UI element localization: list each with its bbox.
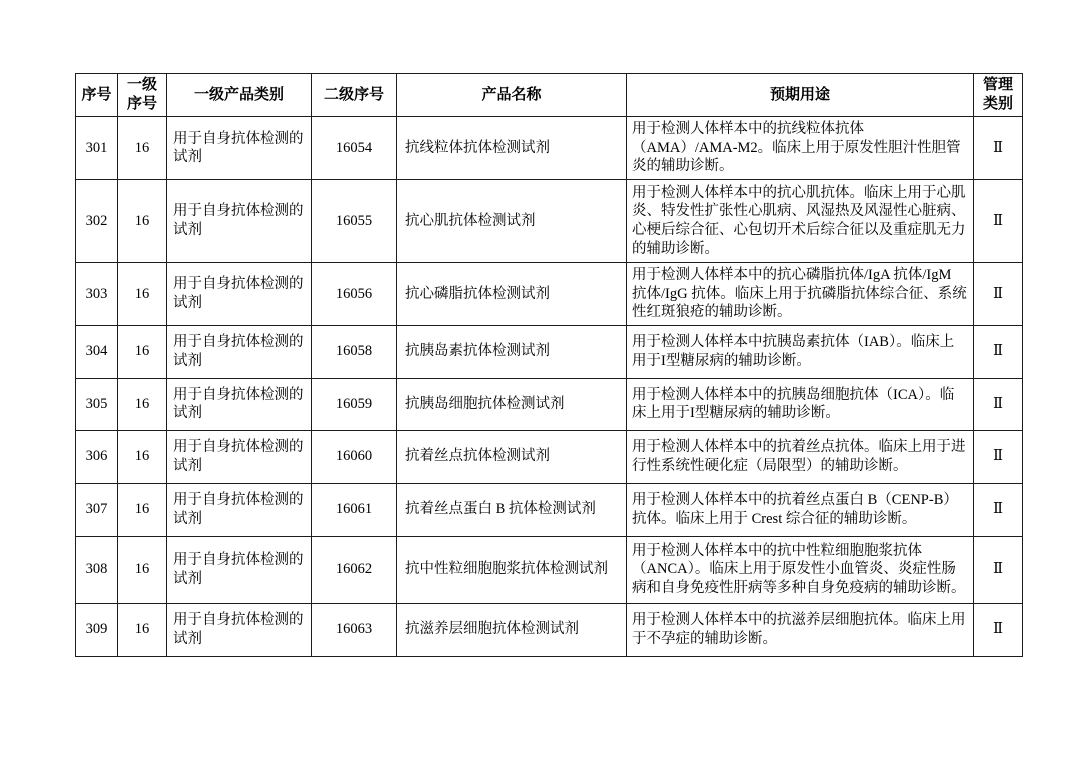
cell-level1-number: 16 [118, 603, 167, 656]
cell-product-name: 抗中性粒细胞胞浆抗体检测试剂 [397, 536, 627, 603]
table-row [76, 325, 1023, 378]
cell-level1-number: 16 [118, 263, 167, 326]
cell-level2-number: 16060 [312, 430, 397, 483]
table-row [76, 117, 1023, 180]
cell-level2-number: 16058 [312, 325, 397, 378]
table-header [76, 74, 1023, 117]
table-header-row [76, 74, 1023, 117]
cell-product-name: 抗着丝点蛋白 B 抗体检测试剂 [397, 483, 627, 536]
cell-management-category: Ⅱ [974, 263, 1023, 326]
header-intended-use: 预期用途 [627, 74, 974, 117]
cell-intended-use: 用于检测人体样本中的抗着丝点蛋白 B（CENP-B）抗体。临床上用于 Crest 综合征的辅助诊断。 [627, 483, 974, 536]
cell-level1-category: 用于自身抗体检测的试剂 [167, 263, 312, 326]
cell-serial-number: 303 [76, 263, 118, 326]
cell-serial-number: 304 [76, 325, 118, 378]
cell-serial-number: 306 [76, 430, 118, 483]
product-classification-table [75, 73, 1023, 657]
cell-product-name: 抗心磷脂抗体检测试剂 [397, 263, 627, 326]
cell-level1-category: 用于自身抗体检测的试剂 [167, 430, 312, 483]
cell-level1-category: 用于自身抗体检测的试剂 [167, 603, 312, 656]
header-product-name: 产品名称 [397, 74, 627, 117]
table-row [76, 483, 1023, 536]
cell-serial-number: 308 [76, 536, 118, 603]
cell-intended-use: 用于检测人体样本中的抗胰岛细胞抗体（ICA）。临床上用于I型糖尿病的辅助诊断。 [627, 378, 974, 430]
cell-intended-use: 用于检测人体样本中的抗心磷脂抗体/IgA 抗体/IgM 抗体/IgG 抗体。临床上用于抗磷脂抗体综合征、系统性红斑狼疮的辅助诊断。 [627, 263, 974, 326]
cell-product-name: 抗线粒体抗体检测试剂 [397, 117, 627, 180]
cell-serial-number: 307 [76, 483, 118, 536]
cell-management-category: Ⅱ [974, 603, 1023, 656]
cell-level1-number: 16 [118, 483, 167, 536]
cell-product-name: 抗胰岛细胞抗体检测试剂 [397, 378, 627, 430]
cell-intended-use: 用于检测人体样本中的抗中性粒细胞胞浆抗体（ANCA）。临床上用于原发性小血管炎、炎症性肠病和自身免疫性肝病等多种自身免疫病的辅助诊断。 [627, 536, 974, 603]
cell-level1-category: 用于自身抗体检测的试剂 [167, 325, 312, 378]
cell-intended-use: 用于检测人体样本中的抗心肌抗体。临床上用于心肌炎、特发性扩张性心肌病、风湿热及风湿性心脏病、心梗后综合征、心包切开术后综合征以及重症肌无力的辅助诊断。 [627, 180, 974, 263]
cell-level1-category: 用于自身抗体检测的试剂 [167, 117, 312, 180]
cell-management-category: Ⅱ [974, 536, 1023, 603]
cell-management-category: Ⅱ [974, 325, 1023, 378]
cell-level1-number: 16 [118, 117, 167, 180]
cell-management-category: Ⅱ [974, 117, 1023, 180]
cell-level1-number: 16 [118, 378, 167, 430]
cell-level1-number: 16 [118, 536, 167, 603]
cell-level2-number: 16062 [312, 536, 397, 603]
cell-intended-use: 用于检测人体样本中的抗着丝点抗体。临床上用于进行性系统性硬化症（局限型）的辅助诊断。 [627, 430, 974, 483]
table-row [76, 536, 1023, 603]
header-management-category: 管理类别 [974, 74, 1023, 117]
cell-product-name: 抗滋养层细胞抗体检测试剂 [397, 603, 627, 656]
cell-level1-category: 用于自身抗体检测的试剂 [167, 483, 312, 536]
cell-management-category: Ⅱ [974, 378, 1023, 430]
cell-serial-number: 301 [76, 117, 118, 180]
cell-serial-number: 302 [76, 180, 118, 263]
header-level1-category: 一级产品类别 [167, 74, 312, 117]
table-row [76, 603, 1023, 656]
cell-level1-category: 用于自身抗体检测的试剂 [167, 180, 312, 263]
cell-level1-number: 16 [118, 325, 167, 378]
cell-intended-use: 用于检测人体样本中的抗线粒体抗体（AMA）/AMA-M2。临床上用于原发性胆汁性胆管炎的辅助诊断。 [627, 117, 974, 180]
cell-product-name: 抗着丝点抗体检测试剂 [397, 430, 627, 483]
cell-management-category: Ⅱ [974, 180, 1023, 263]
cell-management-category: Ⅱ [974, 483, 1023, 536]
cell-level2-number: 16063 [312, 603, 397, 656]
cell-level1-number: 16 [118, 180, 167, 263]
cell-level2-number: 16056 [312, 263, 397, 326]
header-level1-number: 一级序号 [118, 74, 167, 117]
cell-serial-number: 309 [76, 603, 118, 656]
cell-level2-number: 16055 [312, 180, 397, 263]
cell-management-category: Ⅱ [974, 430, 1023, 483]
cell-level2-number: 16061 [312, 483, 397, 536]
cell-intended-use: 用于检测人体样本中抗胰岛素抗体（IAB）。临床上用于I型糖尿病的辅助诊断。 [627, 325, 974, 378]
cell-level1-category: 用于自身抗体检测的试剂 [167, 378, 312, 430]
cell-level1-category: 用于自身抗体检测的试剂 [167, 536, 312, 603]
header-level2-number: 二级序号 [312, 74, 397, 117]
table-row [76, 430, 1023, 483]
cell-level1-number: 16 [118, 430, 167, 483]
table-row [76, 263, 1023, 326]
table-row [76, 180, 1023, 263]
cell-level2-number: 16059 [312, 378, 397, 430]
table-row [76, 378, 1023, 430]
table-body [76, 117, 1023, 656]
cell-level2-number: 16054 [312, 117, 397, 180]
cell-product-name: 抗胰岛素抗体检测试剂 [397, 325, 627, 378]
cell-intended-use: 用于检测人体样本中的抗滋养层细胞抗体。临床上用于不孕症的辅助诊断。 [627, 603, 974, 656]
header-serial-number: 序号 [76, 74, 118, 117]
cell-product-name: 抗心肌抗体检测试剂 [397, 180, 627, 263]
cell-serial-number: 305 [76, 378, 118, 430]
